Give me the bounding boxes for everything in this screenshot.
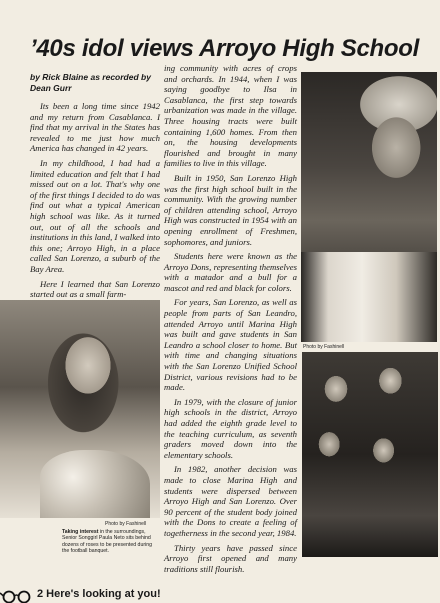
photo-caption	[62, 529, 160, 555]
paragraph: ing community with acres of crops and orchards. In 1944, when I was saying goodbye to Ilsa in Casablanca, the first step towards urbanization was made in the village. Three housing tracts were built containing 1,600 homes. From then on, the housing developments flourished and brought in many families to live in this village.	[164, 63, 297, 169]
photo-credit: Photo by Fashinell	[105, 521, 147, 527]
paragraph: Its been a long time since 1942 and my return from Casablanca. I find that my arrival in the States has revealed to me just how much America has changed in 42 years.	[30, 101, 160, 154]
caption-text: in the surroundings, Senior Songgirl Paula Neto sits behind dozens of roses to be presented during the football banquet.	[62, 529, 152, 555]
paragraph: Here I learned that San Lorenzo started out as a small farm-	[30, 278, 160, 300]
paragraph: Thirty years have passed since Arroyo first opened and many traditions still flourish.	[164, 542, 297, 574]
songgirl-photo	[0, 300, 160, 518]
headline: ’40s idol views Arroyo High School	[30, 35, 419, 62]
paragraph: For years, San Lorenzo, as well as people from parts of San Leandro, attended Arroyo until Marina High was built and gave students in San Leandro a school closer to home. But with time and changing situations with the San Lorenzo Unified School District, various revisions had to be made.	[164, 297, 297, 393]
paragraph: In 1982, another decision was made to close Marina High and students were dispersed between Arroyo High and San Lorenzo. Over 90 percent of the student body joined with the Dons to create a feeling of togetherness in the second year, 1984.	[164, 464, 297, 538]
page-footer: 2 Here's looking at you!	[37, 588, 161, 600]
paragraph: Students here were known as the Arroyo Dons, representing themselves with a matador and a bull for a mascot and red and black for colors.	[164, 251, 297, 293]
glasses-icon	[0, 590, 34, 603]
crowd-photo	[302, 352, 438, 557]
paragraph: In my childhood, I had had a limited education and felt that I had missed out on a lot. That's why one of the first things I decided to do was find out what a typical American high school was like. As it turned out, out of all the schools and institutions in this land, I walked into this one; Arroyo High, in a place called San Lorenzo, a suburb of the Bay Area.	[30, 157, 160, 274]
shirt-shape	[301, 252, 437, 342]
paragraph: In 1979, with the closure of junior high schools in the district, Arroyo had added the eighth grade level to the teaching curriculum, as seventh graders moved down into the elementary schools.	[164, 396, 297, 460]
photo-credit: Photo by Fashinell	[303, 344, 345, 350]
paragraph: Built in 1950, San Lorenzo High was the first high school built in the community. With the growing number of children attending school, Arroyo High was constructed in 1954 with an opening enrollment of Freshmen, sophomores, and juniors.	[164, 172, 297, 247]
student-portrait-photo	[301, 72, 437, 342]
article-column-2	[164, 63, 297, 578]
roses-shape	[40, 450, 150, 518]
byline: by Rick Blaine as recorded by Dean Gurr	[30, 72, 151, 93]
article-column-1	[30, 72, 160, 304]
caption-lead: Taking interest	[62, 529, 99, 535]
